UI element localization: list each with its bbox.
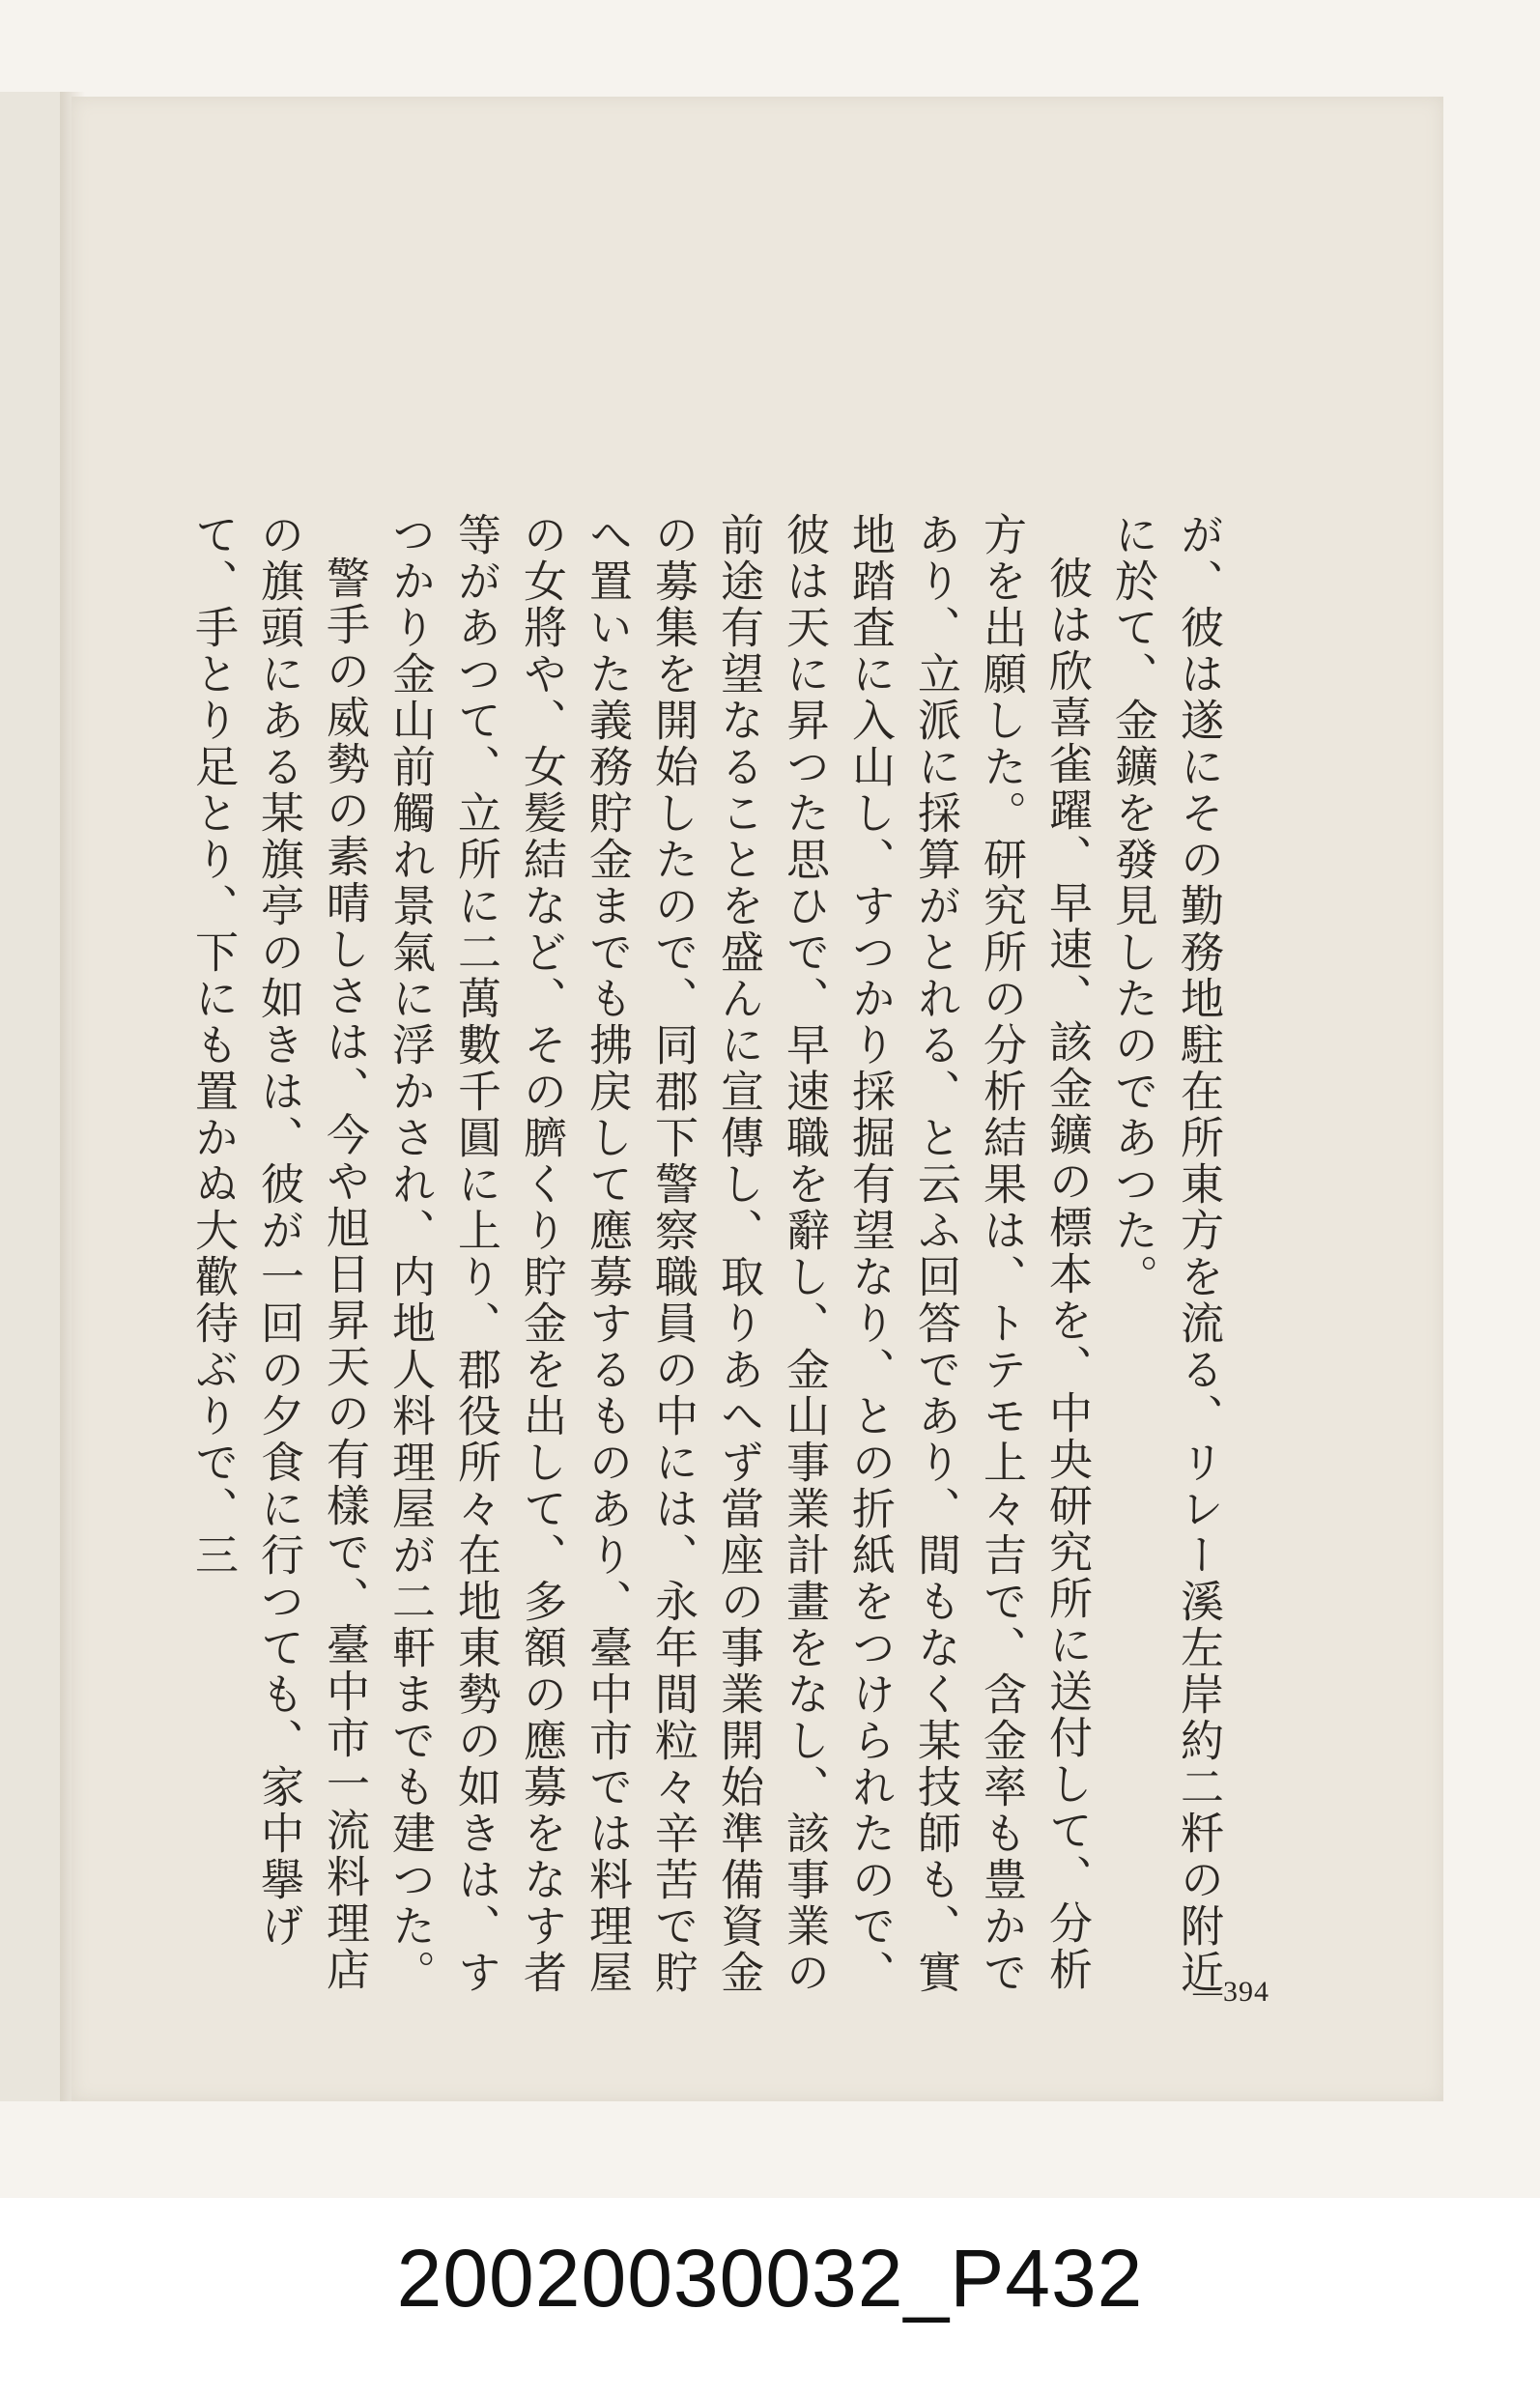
left-page-edge xyxy=(0,92,62,2101)
image-caption: 20020030032_P432 xyxy=(396,2233,1144,2324)
paragraph-1: が、彼は遂にその勤務地駐在所東方を流る、リレー溪左岸約二粁の附近に於て、金鑛を發見したのであつた。 xyxy=(1107,512,1224,1996)
vertical-text-block xyxy=(180,512,1231,2029)
paragraph-3: 警手の威勢の素晴しさは、今や旭日昇天の有樣で、臺中市一流料理店の旗頭にある某旗亭の如きは、彼が一回の夕食に行つても、家中擧げて、手とり足とり、下にも置かぬ大歡待ぶりで、三 xyxy=(187,512,370,1993)
paragraph-2: 彼は欣喜雀躍、早速、該金鑛の標本を、中央研究所に送付して、分析方を出願した。研究所の分析結果は、トテモ上々吉で、含金率も豊かであり、立派に採算がとれる、と云ふ回答であり、間もなく某技師も、實地踏査に入山し、すつかり採掘有望なり、との折紙をつけられたので、彼は天に昇つた思ひで、早速職を辭し、金山事業計畫をなし、該事業の前途有望なることを盛んに宣傳し、取りあへず當座の事業開始準備資金の募集を開始したので、同郡下警察職員の中には、永年間粒々辛苦で貯へ置いた義務貯金までも拂戻して應募するものあり、臺中市では料理屋の女將や、女髪結など、その臍くり貯金を出して、多額の應募をなす者等があつて、立所に二萬數千圓に上り、郡役所々在地東勢の如きは、すつかり金山前觸れ景氣に浮かされ、内地人料理屋が二軒までも建つた。 xyxy=(385,512,1093,1996)
book-page xyxy=(71,97,1443,2101)
page-number: —394 xyxy=(1193,1976,1269,2008)
